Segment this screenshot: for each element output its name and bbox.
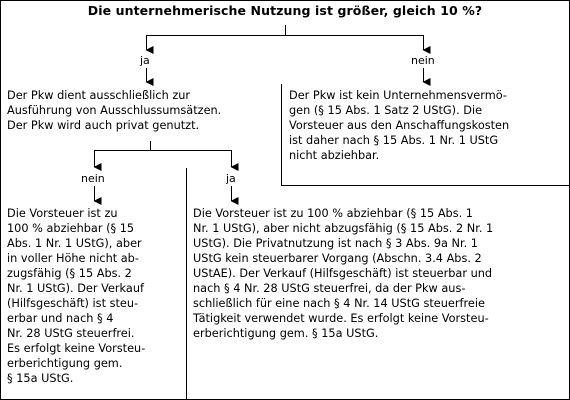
private-use-text: [193, 206, 493, 341]
private-use-line: Nr. 1 UStG), aber nicht abzugsfähig (§ 15 Abs. 2 Nr. 1: [193, 222, 494, 235]
usage-text-line: Der Pkw dient ausschließlich zur: [7, 89, 191, 102]
exclusive-use-line: Nr. 28 UStG steuerfrei.: [7, 327, 135, 340]
no-business-asset-line: ist daher nach § 15 Abs. 1 Nr. 1 UStG: [289, 134, 499, 147]
private-use-line: UStG kein steuerbarer Vorgang (Abschn. 3.4 Abs. 2: [193, 252, 482, 265]
no-business-asset-line: gen (§ 15 Abs. 1 Satz 2 UStG). Die: [289, 104, 483, 117]
exclusive-use-line: 100 % abziehbar (§ 15: [7, 222, 135, 235]
exclusive-use-line: zugsfähig (§ 15 Abs. 2: [7, 267, 132, 280]
usage-text-line: Ausführung von Ausschlussumsätzen.: [7, 104, 222, 117]
usage-text-line: Der Pkw wird auch privat genutzt.: [7, 119, 200, 132]
private-use-line: UStAE). Der Verkauf (Hilfsgeschäft) ist steuerbar und: [193, 267, 493, 280]
exclusive-use-line: in voller Höhe nicht ab-: [7, 252, 139, 265]
exclusive-use-line: (Hilfsgeschäft) ist steu-: [7, 297, 139, 310]
no-business-asset-text: [289, 88, 509, 163]
label-nein: nein: [411, 54, 435, 67]
exclusive-use-line: Es erfolgt keine Vorsteu-: [7, 342, 146, 355]
no-business-asset-line: Vorsteuer aus den Anschaffungskosten: [289, 119, 510, 132]
private-use-line: nach § 4 Nr. 28 UStG steuerfrei, da der Pkw aus-: [193, 282, 466, 295]
private-use-line: Tätigkeit verwendet wurde. Es erfolgt keine Vorsteu-: [193, 312, 489, 325]
exclusive-use-line: § 15a UStG.: [7, 372, 74, 385]
exclusive-use-line: Nr. 1 UStG). Der Verkauf: [7, 282, 144, 295]
exclusive-use-line: erbar und nach § 4: [7, 312, 114, 325]
exclusive-use-text: [7, 206, 145, 386]
no-business-asset-line: Der Pkw ist kein Unternehmensvermö-: [289, 89, 507, 102]
label-ja: ja: [140, 54, 150, 67]
exclusive-use-line: Abs. 1 Nr. 1 UStG), aber: [7, 237, 142, 250]
private-use-line: Die Vorsteuer ist zu 100 % abziehbar (§ 15 Abs. 1: [193, 207, 473, 220]
exclusive-use-line: Die Vorsteuer ist zu: [7, 207, 118, 220]
label-sub-nein: nein: [81, 172, 105, 185]
usage-text: [7, 88, 221, 133]
no-business-asset-line: nicht abziehbar.: [289, 149, 380, 162]
private-use-line: UStG). Die Privatnutzung ist nach § 3 Abs. 9a Nr. 1: [193, 237, 478, 250]
exclusive-use-line: erberichtigung gem.: [7, 357, 123, 370]
private-use-line: schließlich für eine nach § 4 Nr. 14 UStG steuerfreie: [193, 297, 485, 310]
label-sub-ja: ja: [226, 172, 236, 185]
question-title: Die unternehmerische Nutzung ist größer, gleich 10 %?: [87, 3, 483, 18]
private-use-line: erberichtigung gem. § 15a UStG.: [193, 327, 379, 340]
